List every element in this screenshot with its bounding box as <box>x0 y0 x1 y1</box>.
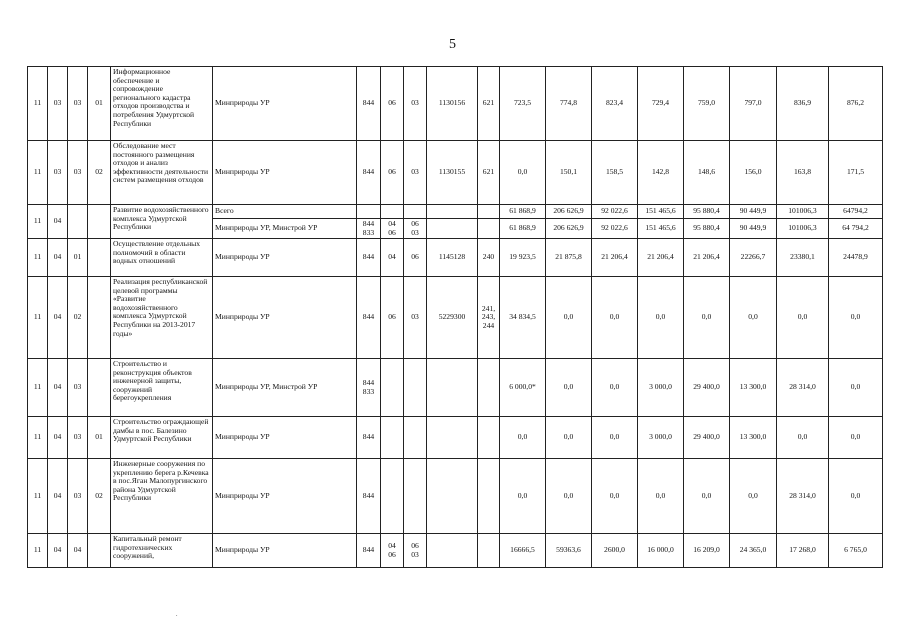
pp-cell: 03 <box>48 67 68 141</box>
grbs-cell: 844 <box>357 459 381 534</box>
amount-cell: 206 626,9 <box>546 205 592 219</box>
cs-cell <box>427 459 478 534</box>
amount-cell: 0,0 <box>546 417 592 459</box>
responsible-cell: Минприроды УР <box>213 534 357 568</box>
cs-cell <box>427 417 478 459</box>
om-cell: 03 <box>68 359 88 417</box>
om-cell: 03 <box>68 141 88 205</box>
responsible-cell: Минприроды УР <box>213 277 357 359</box>
vr-cell <box>478 359 500 417</box>
amount-cell: 151 465,6 <box>638 205 684 219</box>
amount-cell: 0,0 <box>829 277 883 359</box>
amount-cell: 151 465,6 <box>638 219 684 239</box>
grbs-cell: 844 <box>357 141 381 205</box>
rz-cell: 04 06 <box>381 219 404 239</box>
responsible-cell: Минприроды УР, Минстрой УР <box>213 219 357 239</box>
amount-cell: 0,0 <box>829 459 883 534</box>
responsible-cell: Минприроды УР <box>213 417 357 459</box>
amount-cell: 158,5 <box>592 141 638 205</box>
amount-cell: 21 206,4 <box>684 239 730 277</box>
amount-cell: 92 022,6 <box>592 219 638 239</box>
vr-cell: 240 <box>478 239 500 277</box>
amount-cell: 0,0 <box>777 417 829 459</box>
table-row <box>28 239 883 277</box>
m-cell <box>88 359 111 417</box>
amount-cell: 29 400,0 <box>684 359 730 417</box>
amount-cell: 0,0 <box>546 459 592 534</box>
amount-cell: 95 880,4 <box>684 205 730 219</box>
program-name-cell: Реализация республиканской целевой программы «Развитие водохозяйственного комплекса Удмуртской Республики на 2013-2017 годы» <box>111 277 213 359</box>
amount-cell: 64794,2 <box>829 205 883 219</box>
gp-cell: 11 <box>28 205 48 239</box>
pp-cell: 04 <box>48 417 68 459</box>
grbs-cell: 844 <box>357 417 381 459</box>
gp-cell: 11 <box>28 534 48 568</box>
amount-cell: 0,0 <box>829 417 883 459</box>
program-name-cell: Капитальный ремонт гидротехнических сооружений, <box>111 534 213 568</box>
table-row <box>28 417 883 459</box>
responsible-cell: Минприроды УР, Минстрой УР <box>213 359 357 417</box>
amount-cell: 148,6 <box>684 141 730 205</box>
pr-cell: 03 <box>404 141 427 205</box>
program-name-cell: Развитие водохозяйственного комплекса Удмуртской Республики <box>111 205 213 239</box>
amount-cell: 24 365,0 <box>730 534 777 568</box>
amount-cell: 836,9 <box>777 67 829 141</box>
rz-cell: 06 <box>381 67 404 141</box>
cs-cell: 1130156 <box>427 67 478 141</box>
cs-cell <box>427 219 478 239</box>
amount-cell: 729,4 <box>638 67 684 141</box>
amount-cell: 0,0 <box>500 459 546 534</box>
amount-cell: 13 300,0 <box>730 417 777 459</box>
amount-cell: 797,0 <box>730 67 777 141</box>
amount-cell: 24478,9 <box>829 239 883 277</box>
m-cell <box>88 277 111 359</box>
code-cell <box>404 205 427 219</box>
cs-cell: 1145128 <box>427 239 478 277</box>
vr-cell: 621 <box>478 67 500 141</box>
amount-cell: 0,0 <box>546 359 592 417</box>
amount-cell: 29 400,0 <box>684 417 730 459</box>
pr-cell: 06 03 <box>404 219 427 239</box>
amount-cell: 171,5 <box>829 141 883 205</box>
amount-cell: 64 794,2 <box>829 219 883 239</box>
cs-cell: 1130155 <box>427 141 478 205</box>
amount-cell: 876,2 <box>829 67 883 141</box>
vr-cell: 241, 243, 244 <box>478 277 500 359</box>
amount-cell: 0,0 <box>638 277 684 359</box>
amount-cell: 16666,5 <box>500 534 546 568</box>
amount-cell: 16 209,0 <box>684 534 730 568</box>
amount-cell: 13 300,0 <box>730 359 777 417</box>
pp-cell: 04 <box>48 459 68 534</box>
amount-cell: 21 206,4 <box>592 239 638 277</box>
amount-cell: 6 765,0 <box>829 534 883 568</box>
amount-cell: 3 000,0 <box>638 359 684 417</box>
om-cell <box>68 205 88 239</box>
amount-cell: 0,0 <box>638 459 684 534</box>
gp-cell: 11 <box>28 359 48 417</box>
amount-cell: 0,0 <box>592 277 638 359</box>
amount-cell: 206 626,9 <box>546 219 592 239</box>
amount-cell: 28 314,0 <box>777 459 829 534</box>
table-row <box>28 141 883 205</box>
pp-cell: 04 <box>48 239 68 277</box>
vr-cell: 621 <box>478 141 500 205</box>
om-cell: 01 <box>68 239 88 277</box>
m-cell: 01 <box>88 67 111 141</box>
pr-cell <box>404 359 427 417</box>
rz-cell <box>381 417 404 459</box>
amount-cell: 21 875,8 <box>546 239 592 277</box>
amount-cell: 2600,0 <box>592 534 638 568</box>
rz-cell <box>381 459 404 534</box>
amount-cell: 59363,6 <box>546 534 592 568</box>
amount-cell: 759,0 <box>684 67 730 141</box>
pp-cell: 04 <box>48 534 68 568</box>
amount-cell: 21 206,4 <box>638 239 684 277</box>
m-cell: 02 <box>88 459 111 534</box>
amount-cell: 0,0 <box>500 417 546 459</box>
amount-cell: 0,0 <box>592 417 638 459</box>
table-row <box>28 534 883 568</box>
amount-cell: 101006,3 <box>777 219 829 239</box>
m-cell: 01 <box>88 417 111 459</box>
rz-cell: 06 <box>381 277 404 359</box>
amount-cell: 150,1 <box>546 141 592 205</box>
amount-cell: 0,0 <box>592 359 638 417</box>
amount-cell: 0,0 <box>684 459 730 534</box>
responsible-cell: Минприроды УР <box>213 141 357 205</box>
amount-cell: 90 449,9 <box>730 219 777 239</box>
gp-cell: 11 <box>28 239 48 277</box>
budget-table <box>27 66 883 568</box>
amount-cell: 156,0 <box>730 141 777 205</box>
table-row <box>28 459 883 534</box>
program-name-cell: Строительство и реконструкция объектов инженерной защиты, сооружений берегоукрепления <box>111 359 213 417</box>
responsible-cell: Минприроды УР <box>213 67 357 141</box>
responsible-cell: Всего <box>213 205 357 219</box>
pr-cell <box>404 417 427 459</box>
amount-cell: 142,8 <box>638 141 684 205</box>
vr-cell <box>478 417 500 459</box>
amount-cell: 22266,7 <box>730 239 777 277</box>
page-number: 5 <box>449 37 456 52</box>
program-name-cell: Инженерные сооружения по укреплению берега р.Кечевка в пос.Яган Малопургинского района Удмуртской Республики <box>111 459 213 534</box>
om-cell: 03 <box>68 459 88 534</box>
responsible-cell: Минприроды УР <box>213 459 357 534</box>
amount-cell: 101006,3 <box>777 205 829 219</box>
rz-cell: 06 <box>381 141 404 205</box>
amount-cell: 92 022,6 <box>592 205 638 219</box>
table-row <box>28 67 883 141</box>
responsible-cell: Минприроды УР <box>213 239 357 277</box>
vr-cell <box>478 219 500 239</box>
pr-cell: 06 03 <box>404 534 427 568</box>
program-name-cell: Обследование мест постоянного размещения отходов и анализ эффективности деятельности систем размещения отходов <box>111 141 213 205</box>
amount-cell: 16 000,0 <box>638 534 684 568</box>
code-cell <box>478 205 500 219</box>
program-name-cell: Информационное обеспечение и сопровождение регионального кадастра отходов производства и потребления Удмуртской Республики <box>111 67 213 141</box>
vr-cell <box>478 459 500 534</box>
pp-cell: 04 <box>48 205 68 239</box>
grbs-cell: 844 833 <box>357 359 381 417</box>
table-row <box>28 359 883 417</box>
gp-cell: 11 <box>28 277 48 359</box>
pr-cell: 06 <box>404 239 427 277</box>
code-cell <box>357 205 381 219</box>
gp-cell: 11 <box>28 459 48 534</box>
pr-cell: 03 <box>404 67 427 141</box>
rz-cell: 04 06 <box>381 534 404 568</box>
amount-cell: 61 868,9 <box>500 219 546 239</box>
amount-cell: 23380,1 <box>777 239 829 277</box>
om-cell: 04 <box>68 534 88 568</box>
om-cell: 03 <box>68 67 88 141</box>
pp-cell: 04 <box>48 359 68 417</box>
amount-cell: 723,5 <box>500 67 546 141</box>
amount-cell: 163,8 <box>777 141 829 205</box>
table-row <box>28 205 883 219</box>
rz-cell: 04 <box>381 239 404 277</box>
grbs-cell: 844 833 <box>357 219 381 239</box>
cs-cell <box>427 359 478 417</box>
amount-cell: 90 449,9 <box>730 205 777 219</box>
amount-cell: 0,0 <box>592 459 638 534</box>
gp-cell: 11 <box>28 67 48 141</box>
om-cell: 02 <box>68 277 88 359</box>
amount-cell: 6 000,0* <box>500 359 546 417</box>
m-cell <box>88 534 111 568</box>
amount-cell: 95 880,4 <box>684 219 730 239</box>
code-cell <box>381 205 404 219</box>
pp-cell: 04 <box>48 277 68 359</box>
amount-cell: 0,0 <box>777 277 829 359</box>
grbs-cell: 844 <box>357 239 381 277</box>
code-cell <box>427 205 478 219</box>
amount-cell: 3 000,0 <box>638 417 684 459</box>
amount-cell: 0,0 <box>500 141 546 205</box>
amount-cell: 17 268,0 <box>777 534 829 568</box>
amount-cell: 0,0 <box>829 359 883 417</box>
m-cell <box>88 205 111 239</box>
gp-cell: 11 <box>28 141 48 205</box>
amount-cell: 774,8 <box>546 67 592 141</box>
program-name-cell: Осуществление отдельных полномочий в области водных отношений <box>111 239 213 277</box>
amount-cell: 0,0 <box>730 277 777 359</box>
pr-cell <box>404 459 427 534</box>
amount-cell: 0,0 <box>684 277 730 359</box>
m-cell: 02 <box>88 141 111 205</box>
amount-cell: 0,0 <box>546 277 592 359</box>
table-row <box>28 277 883 359</box>
gp-cell: 11 <box>28 417 48 459</box>
cs-cell <box>427 534 478 568</box>
grbs-cell: 844 <box>357 277 381 359</box>
amount-cell: 61 868,9 <box>500 205 546 219</box>
pr-cell: 03 <box>404 277 427 359</box>
om-cell: 03 <box>68 417 88 459</box>
amount-cell: 19 923,5 <box>500 239 546 277</box>
amount-cell: 0,0 <box>730 459 777 534</box>
m-cell <box>88 239 111 277</box>
cs-cell: 5229300 <box>427 277 478 359</box>
vr-cell <box>478 534 500 568</box>
pp-cell: 03 <box>48 141 68 205</box>
program-name-cell: Строительство ограждающей дамбы в пос. Балезино Удмуртской Республики <box>111 417 213 459</box>
grbs-cell: 844 <box>357 534 381 568</box>
rz-cell <box>381 359 404 417</box>
amount-cell: 34 834,5 <box>500 277 546 359</box>
amount-cell: 823,4 <box>592 67 638 141</box>
amount-cell: 28 314,0 <box>777 359 829 417</box>
grbs-cell: 844 <box>357 67 381 141</box>
